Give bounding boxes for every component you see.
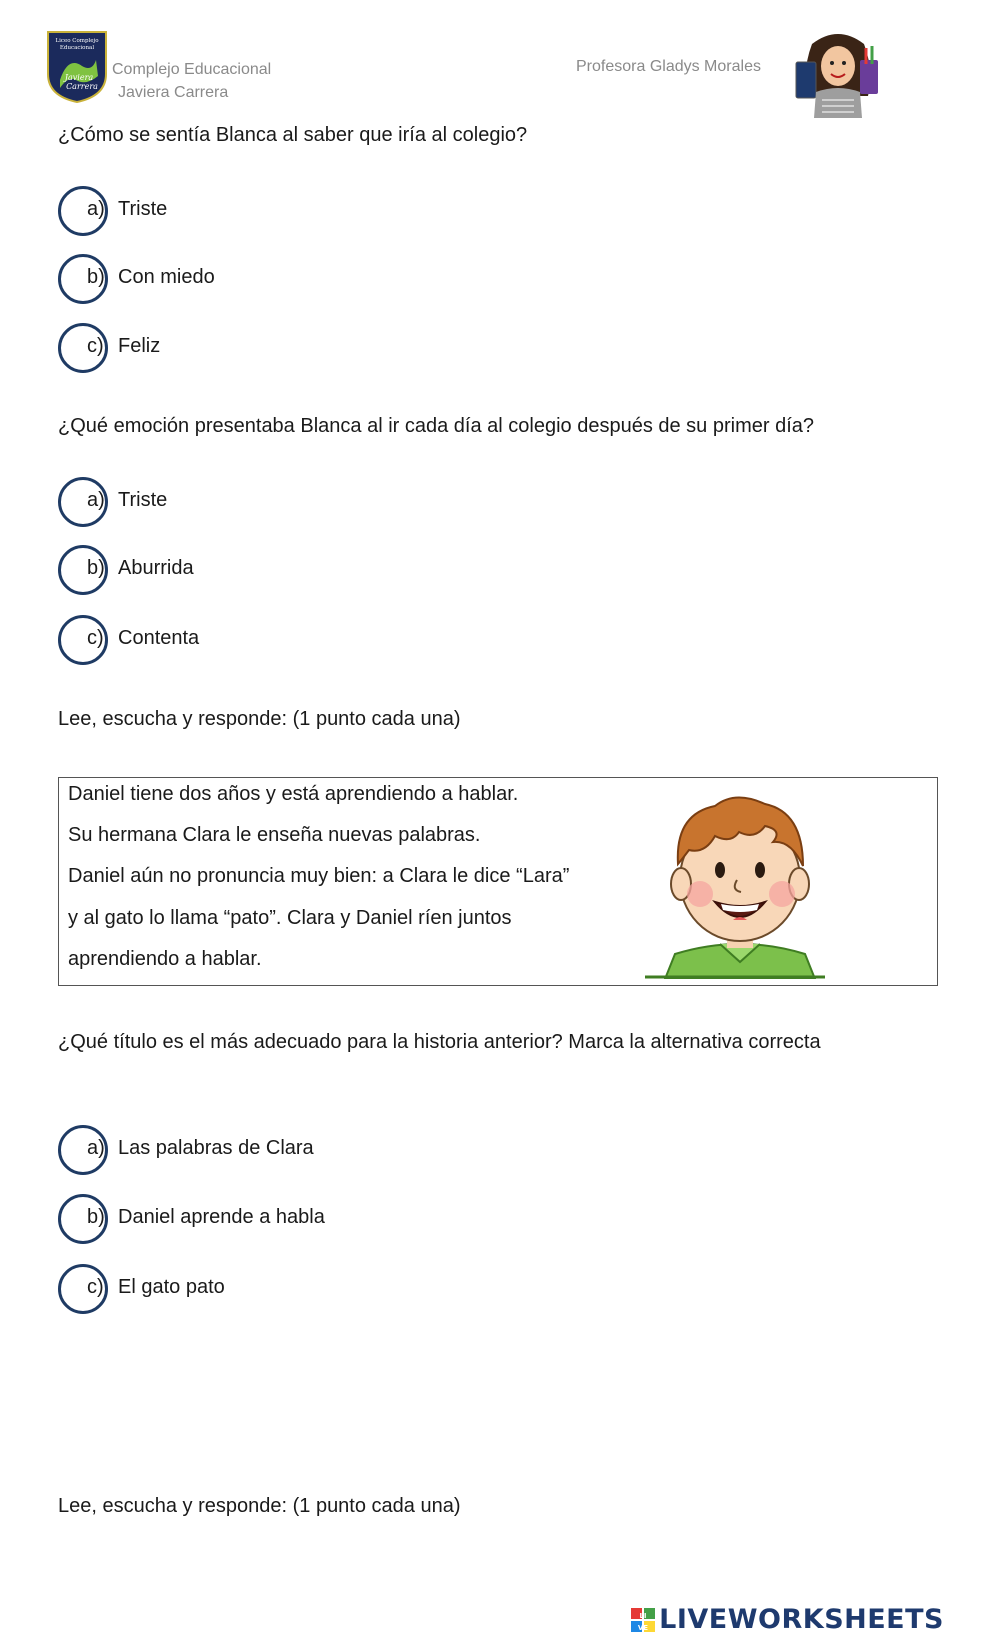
svg-text:Liceo Complejo: Liceo Complejo [55, 38, 99, 44]
question-3-text: ¿Qué título es el más adecuado para la historia anterior? Marca la alternativa correcta [58, 1031, 821, 1053]
school-logo [46, 30, 108, 104]
question-1-option-c [58, 323, 558, 379]
question-1-option-a [58, 186, 558, 242]
option-letter: a) [87, 198, 105, 220]
liveworksheets-logo [631, 1604, 944, 1635]
story-line: Su hermana Clara le enseña nuevas palabras. [68, 824, 481, 846]
story-line: aprendiendo a hablar. [68, 948, 262, 970]
svg-text:Javiera: Javiera [64, 73, 94, 82]
option-text: Triste [118, 198, 168, 220]
story-line: Daniel aún no pronuncia muy bien: a Clara le dice “Lara” [68, 865, 570, 887]
question-1-option-b [58, 254, 558, 310]
option-text: Con miedo [118, 266, 215, 288]
svg-text:Educacional: Educacional [59, 45, 95, 51]
liveworksheets-mark-icon [631, 1608, 655, 1632]
question-2-option-c [58, 615, 558, 671]
school-name-line1: Complejo Educacional [112, 61, 272, 78]
option-text: Triste [118, 489, 168, 511]
school-name-line2: Javiera Carrera [118, 84, 229, 101]
boy-illustration [645, 784, 835, 979]
school-name [112, 58, 271, 104]
option-text: Daniel aprende a habla [118, 1206, 325, 1228]
option-letter: c) [87, 1276, 104, 1298]
option-text: El gato pato [118, 1276, 225, 1298]
teacher-avatar-image [790, 30, 886, 118]
question-2-text: ¿Qué emoción presentaba Blanca al ir cada día al colegio después de su primer día? [58, 415, 815, 437]
option-text: Aburrida [118, 557, 194, 579]
option-text: Feliz [118, 335, 161, 357]
question-2-option-a [58, 477, 558, 533]
option-letter: b) [87, 1206, 105, 1228]
option-letter: a) [87, 489, 105, 511]
question-3-option-b [58, 1194, 558, 1250]
option-text: Contenta [118, 627, 200, 649]
svg-text:VE: VE [638, 1623, 649, 1632]
svg-text:LI: LI [639, 1611, 647, 1620]
question-3-option-a [58, 1125, 558, 1181]
teacher-name: Profesora Gladys Morales [576, 58, 761, 75]
liveworksheets-brand-text: LIVEWORKSHEETS [659, 1604, 944, 1635]
story-line: y al gato lo llama “pato”. Clara y Daniel ríen juntos [68, 907, 512, 929]
story-line: Daniel tiene dos años y está aprendiendo a hablar. [68, 783, 519, 805]
option-text: Las palabras de Clara [118, 1137, 314, 1159]
question-1-text: ¿Cómo se sentía Blanca al saber que iría al colegio? [58, 124, 528, 146]
question-3-option-c [58, 1264, 558, 1320]
story-box [58, 777, 938, 986]
option-letter: b) [87, 557, 105, 579]
option-letter: a) [87, 1137, 105, 1159]
svg-text:Carrera: Carrera [66, 82, 98, 91]
option-letter: b) [87, 266, 105, 288]
option-letter: c) [87, 627, 104, 649]
instruction-text: Lee, escucha y responde: (1 punto cada una) [58, 708, 461, 730]
question-2-option-b [58, 545, 558, 601]
instruction-text: Lee, escucha y responde: (1 punto cada una) [58, 1495, 461, 1517]
option-letter: c) [87, 335, 104, 357]
